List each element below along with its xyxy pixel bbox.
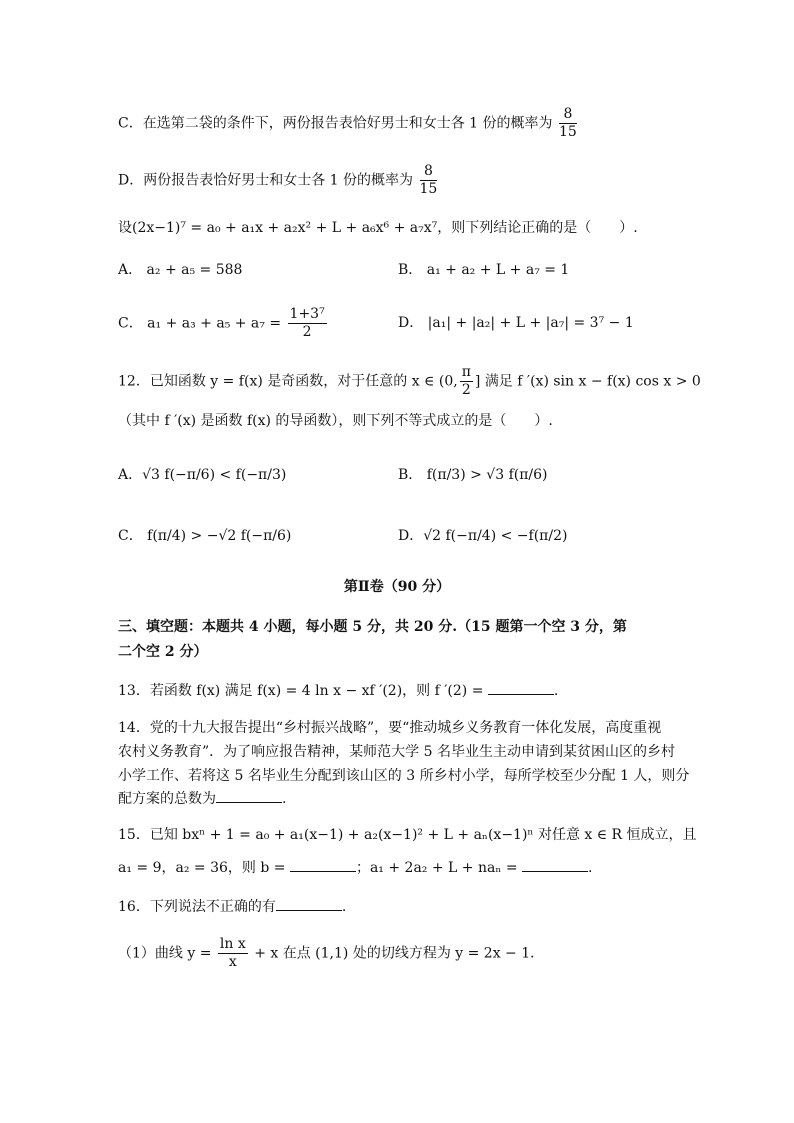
option-d-q10: D．两份报告表恰好男士和女士各 1 份的概率为 $\frac{8}{15}$ — [118, 163, 438, 197]
q12-option-c: C． f(π/4) > −√2 f(−π/6) — [118, 528, 292, 544]
section-3-heading-line1: 三、填空题：本题共 4 小题，每小题 5 分，共 20 分.（15 题第一个空 3 分，第 — [118, 619, 627, 635]
q12-option-b: B． f(π/3) > √3 f(π/6) — [398, 467, 548, 483]
question-14-line3: 小学工作、若将这 5 名毕业生分配到该山区的 3 所乡村小学，每所学校至少分配 1 人，则分 — [118, 768, 690, 784]
q11-option-a: A． a₂ + a₅ = 588 — [118, 262, 243, 278]
q12-option-a: A．√3 f(−π/6) < f(−π/3) — [118, 467, 287, 483]
option-c-q10: C．在选第二袋的条件下，两份报告表恰好男士和女士各 1 份的概率为 $\frac{8}{15}$ — [118, 106, 577, 140]
answer-blank — [216, 789, 282, 803]
question-16: 16．下列说法不正确的有 . — [118, 899, 347, 915]
question-15-line2: a₁ = 9，a₂ = 36，则 b = ；a₁ + 2a₂ + L + naₙ = . — [118, 860, 593, 876]
q11-option-b: B． a₁ + a₂ + L + a₇ = 1 — [398, 262, 570, 278]
answer-blank — [276, 897, 342, 911]
answer-blank — [488, 681, 554, 695]
question-13: 13．若函数 f(x) 满足 f(x) = 4 ln x − xf ′(2)，则 f ′(2) = . — [118, 683, 559, 699]
question-12-line2: （其中 f ′(x) 是函数 f(x) 的导函数），则下列不等式成立的是（ ）. — [118, 413, 553, 429]
fraction: $\frac{\text{1+3⁷}}{2}$ — [289, 306, 325, 340]
section-3-heading-line2: 二个空 2 分） — [118, 644, 208, 660]
q12-option-d: D．√2 f(−π/4) < −f(π/2) — [398, 528, 568, 544]
part-2-title: 第Ⅱ卷（90 分） — [343, 579, 451, 595]
question-14-line4: 配方案的总数为 . — [118, 791, 287, 807]
fraction: $\frac{8}{15}$ — [419, 163, 438, 197]
question-16-statement-1: （1）曲线 y = $\frac{\text{ln x}}{x}$ + x 在点 (1,1) 处的切线方程为 y = 2x − 1． — [118, 936, 545, 970]
fraction: $\frac{8}{15}$ — [558, 106, 577, 140]
fraction: $\frac{\text{ln x}}{x}$ — [219, 936, 246, 970]
fraction: $\frac{\pi}{2}$ — [461, 364, 471, 398]
question-14-line1: 14．党的十九大报告提出“乡村振兴战略”，要“推动城乡义务教育一体化发展，高度重视 — [118, 720, 662, 736]
question-11: 设(2x−1)⁷ = a₀ + a₁x + a₂x² + L + a₆x⁶ + a₇x⁷，则下列结论正确的是（ ）. — [118, 220, 638, 236]
question-12-line1: 12．已知函数 y = f(x) 是奇函数，对于任意的 x ∈ (0, $\frac{\pi}{2}$ ] 满足 f ′(x) sin x − f(x) cos x > 0 — [118, 364, 701, 398]
answer-blank — [522, 858, 588, 872]
answer-blank — [290, 858, 356, 872]
q11-option-d: D． |a₁| + |a₂| + L + |a₇| = 3⁷ − 1 — [398, 315, 634, 331]
question-15-line1: 15．已知 bxⁿ + 1 = a₀ + a₁(x−1) + a₂(x−1)² + L + aₙ(x−1)ⁿ 对任意 x ∈ R 恒成立，且 — [118, 827, 697, 843]
q11-option-c: C． a₁ + a₃ + a₅ + a₇ = $\frac{\text{1+3⁷}}{2}$ — [118, 306, 325, 340]
question-14-line2: 农村义务教育”．为了响应报告精神，某师范大学 5 名毕业生主动申请到某贫困山区的乡村 — [118, 744, 675, 760]
